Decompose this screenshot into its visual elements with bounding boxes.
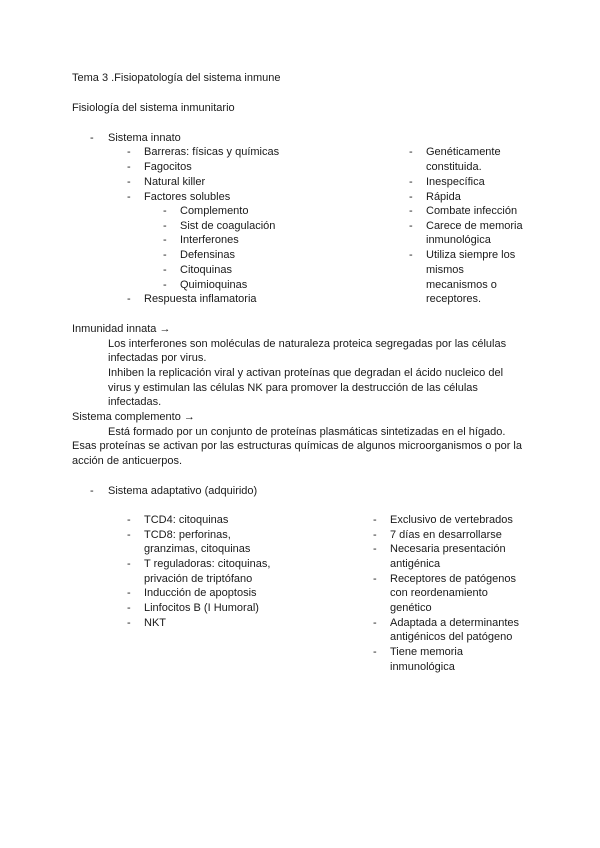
bullet-dash: -: [373, 529, 377, 541]
list-item: Tiene memoria: [390, 646, 463, 658]
list-item: Utiliza siempre los: [426, 249, 516, 261]
list-item: Natural killer: [144, 176, 206, 188]
doc-subtitle: Fisiología del sistema inmunitario: [72, 102, 235, 114]
paragraph-line: Esas proteínas se activan por las estructuras químicas de algunos microorganismos o por la: [72, 440, 522, 452]
bullet-dash: -: [127, 191, 131, 203]
list-item: TCD4: citoquinas: [144, 514, 229, 526]
list-item-cont: genético: [390, 602, 432, 614]
list-item-cont: antigénicos del patógeno: [390, 631, 513, 643]
paragraph-line: infectadas.: [108, 396, 162, 408]
list-item: Barreras: físicas y químicas: [144, 146, 280, 158]
bullet-dash: -: [163, 279, 167, 291]
bullet-dash: -: [127, 529, 131, 541]
bullet-dash: -: [127, 161, 131, 173]
list-item: Receptores de patógenos: [390, 573, 516, 585]
list-item: Inducción de apoptosis: [144, 587, 257, 599]
list-item-cont: mecanismos o: [426, 279, 497, 291]
list-item: Quimioquinas: [180, 279, 248, 291]
list-item: NKT: [144, 617, 166, 629]
bullet-dash: -: [163, 220, 167, 232]
bullet-dash: -: [127, 617, 131, 629]
bullet-dash: -: [163, 249, 167, 261]
bullet-dash: -: [127, 602, 131, 614]
list-item: Citoquinas: [180, 264, 232, 276]
bullet-dash: -: [127, 587, 131, 599]
list-item: Respuesta inflamatoria: [144, 293, 257, 305]
list-item: Rápida: [426, 191, 461, 203]
list-item-cont: granzimas, citoquinas: [144, 543, 251, 555]
paragraph-line: Inhiben la replicación viral y activan proteínas que degradan el ácido nucleico del: [108, 367, 504, 379]
bullet-dash: -: [409, 205, 413, 217]
list-item: Defensinas: [180, 249, 236, 261]
list-item: Combate infección: [426, 205, 518, 217]
list-item-cont: inmunológica: [390, 661, 455, 673]
list-item-cont: mismos: [426, 264, 464, 276]
paragraph-line: acción de anticuerpos.: [72, 455, 183, 467]
bullet-dash: -: [127, 146, 131, 158]
paragraph-line: Está formado por un conjunto de proteínas plasmáticas sintetizadas en el hígado.: [108, 426, 506, 438]
list-item: Inespecífica: [426, 176, 485, 188]
bullet-dash: -: [127, 558, 131, 570]
bullet-dash: -: [127, 176, 131, 188]
bullet-dash: -: [127, 293, 131, 305]
bullet-dash: -: [409, 146, 413, 158]
innate-heading: Sistema innato: [108, 132, 181, 144]
paragraph-line: infectadas por virus.: [108, 352, 207, 364]
list-item: Interferones: [180, 234, 239, 246]
list-item: Fagocitos: [144, 161, 192, 173]
list-item: Factores solubles: [144, 191, 231, 203]
list-item: Necesaria presentación: [390, 543, 506, 555]
doc-title: Tema 3 .Fisiopatología del sistema inmune: [72, 72, 281, 84]
bullet-dash: -: [127, 514, 131, 526]
bullet-dash: -: [373, 514, 377, 526]
list-item: 7 días en desarrollarse: [390, 529, 502, 541]
list-item-cont: receptores.: [426, 293, 482, 305]
bullet-dash: -: [373, 543, 377, 555]
bullet-dash: -: [163, 205, 167, 217]
bullet-dash: -: [163, 234, 167, 246]
bullet-dash: -: [373, 573, 377, 585]
list-item: Linfocitos B (I Humoral): [144, 602, 259, 614]
list-item-cont: antigénica: [390, 558, 441, 570]
list-item-cont: inmunológica: [426, 234, 491, 246]
bullet-dash: -: [409, 249, 413, 261]
bullet-dash: -: [90, 132, 94, 144]
innate-immunity-heading: Inmunidad innata →: [72, 323, 171, 335]
list-item: T reguladoras: citoquinas,: [144, 558, 271, 570]
bullet-dash: -: [90, 485, 94, 497]
list-item: Genéticamente: [426, 146, 501, 158]
paragraph-line: virus y estimulan las células NK para promover la destrucción de las células: [108, 382, 478, 394]
bullet-dash: -: [409, 176, 413, 188]
list-item: Carece de memoria: [426, 220, 523, 232]
list-item: Adaptada a determinantes: [390, 617, 520, 629]
list-item-cont: constituida.: [426, 161, 482, 173]
list-item-cont: con reordenamiento: [390, 587, 488, 599]
list-item: TCD8: perforinas,: [144, 529, 231, 541]
list-item: Sist de coagulación: [180, 220, 276, 232]
list-item-cont: privación de triptófano: [144, 573, 253, 585]
bullet-dash: -: [409, 191, 413, 203]
list-item: Complemento: [180, 205, 249, 217]
bullet-dash: -: [409, 220, 413, 232]
paragraph-line: Los interferones son moléculas de naturaleza proteica segregadas por las células: [108, 338, 507, 350]
adaptive-heading: Sistema adaptativo (adquirido): [108, 485, 258, 497]
complement-heading: Sistema complemento →: [72, 411, 195, 423]
bullet-dash: -: [373, 617, 377, 629]
list-item: Exclusivo de vertebrados: [390, 514, 513, 526]
bullet-dash: -: [163, 264, 167, 276]
bullet-dash: -: [373, 646, 377, 658]
